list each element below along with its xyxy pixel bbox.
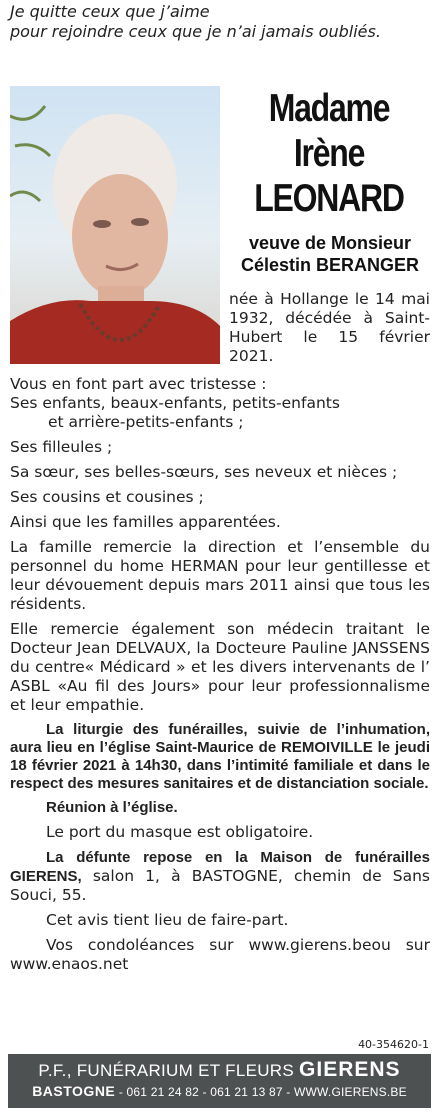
birth-death-text: née à Hollange le 14 mai 1932, décédée à Saint-Hubert le 15 février 2021. [229,290,430,365]
rest-text: salon 1, à BASTOGNE, chemin de Sans Souci, 55. [10,867,430,904]
cousins-line: Ses cousins et cousines ; [10,488,204,506]
families-line: Ainsi que les familles apparentées. [10,513,281,531]
funeral-home-banner [8,1054,431,1108]
banner-brand: GIERENS [299,1058,401,1081]
siblings-line: Sa sœur, ses belles-sœurs, ses neveux et nièces ; [10,463,398,481]
widow-line-2: Célestin BERANGER [240,255,420,275]
widow-of [226,232,434,276]
epitaph-line-2: pour rejoindre ceux que je n’ai jamais oubliés. [10,22,381,41]
epitaph [10,2,430,42]
epitaph-line-1: Je quitte ceux que j’aime [10,2,210,21]
banner-line-1 [8,1054,431,1083]
rest-bold-text: La défunte repose en la Maison de funérailles GIERENS, [10,849,430,885]
children-line: Ses enfants, beaux-enfants, petits-enfants [10,394,340,412]
deceased-name [241,86,416,221]
banner-line-2 [8,1083,431,1100]
rest-paragraph [10,848,430,905]
portrait-illustration [10,86,220,364]
banner-town: BASTOGNE [32,1083,116,1099]
liturgy-paragraph: La liturgie des funérailles, suivie de l’inhumation, aura lieu en l’église Saint-Maurice de REMOIVILLE le jeudi 18 février 2021 à 14h30, dans l’intimité familiale et dans le respect des mesures sanitaires et de distanciation sociale. [10,721,430,792]
deceased-first-name: Irène [293,132,365,175]
portrait-photo [10,86,220,364]
notice-line: Cet avis tient lieu de faire-part. [46,911,289,929]
banner-prefix: P.F., FUNÉRARIUM ET FLEURS [38,1061,295,1080]
condolences-line: Vos condoléances sur www.gierens.beou sur www.enaos.net [10,936,430,973]
great-grandchildren-line: et arrière-petits-enfants ; [48,413,244,431]
thanks-doctors-paragraph: Elle remercie également son médecin traitant le Docteur Jean DELVAUX, la Docteure Pauline JANSSENS du centre« Médicard » et les divers intervenants de l’ ASBL «Au fil des Jours» pour leur professionnalisme et leur empathie. [10,620,430,714]
deceased-title: Madame [268,87,390,130]
reference-number: 40-354620-1 [358,1038,429,1051]
meeting-line: Réunion à l’église. [46,799,178,816]
deceased-last-name: LEONARD [254,177,404,220]
goddaughters-line: Ses filleules ; [10,438,113,456]
announcement-body [10,375,430,980]
intro-line: Vous en font part avec tristesse : [10,375,267,393]
thanks-home-paragraph: La famille remercie la direction et l’ensemble du personnel du home HERMAN pour leur gentillesse et leur dévouement depuis mars 2011 ainsi que tous les résidents. [10,538,430,613]
banner-contacts: - 061 21 24 82 - 061 21 13 87 - WWW.GIERENS.BE [115,1085,407,1099]
widow-line-1: veuve de Monsieur [248,233,412,253]
mask-line: Le port du masque est obligatoire. [46,823,314,841]
